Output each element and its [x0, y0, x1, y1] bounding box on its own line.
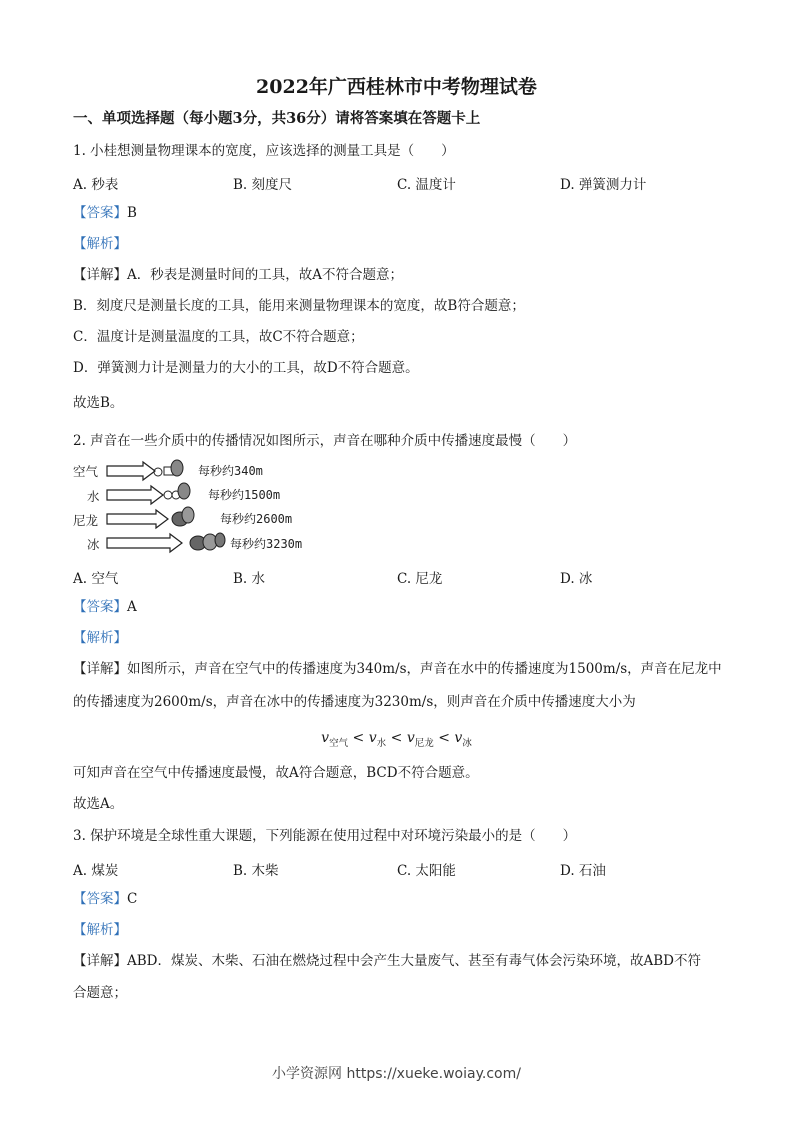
molecules-water-icon: [164, 483, 190, 499]
q3-option-c: C. 太阳能: [397, 863, 456, 879]
answer-tag: 【答案】: [73, 891, 127, 907]
q1-option-c: C. 温度计: [397, 177, 456, 193]
q2-analysis-tag: 【解析】: [73, 630, 127, 646]
molecules-nylon-icon: [172, 507, 194, 526]
formula-sub-water: 水: [376, 737, 387, 749]
medium-label-air: 空气: [73, 464, 99, 479]
sound-propagation-figure: [70, 457, 330, 557]
formula-sub-nylon: 尼龙: [414, 737, 434, 749]
detail-tag: 【详解】: [73, 661, 127, 677]
footer-watermark: 小学资源网 https://xueke.woiay.com/: [272, 1066, 521, 1082]
answer-value: C: [127, 891, 138, 907]
question-3-stem: 3. 保护环境是全球性重大课题，下列能源在使用过程中对环境污染最小的是（ ）: [73, 828, 577, 844]
speed-label-nylon: 每秒约2600m: [220, 512, 293, 526]
question-1-stem: 1. 小桂想测量物理课本的宽度，应该选择的测量工具是（ ）: [73, 143, 455, 159]
detail-text: ABD．煤炭、木柴、石油在燃烧过程中会产生大量废气、甚至有毒气体会污染环境，故ABD不符: [127, 953, 701, 969]
formula-sub-air: 空气: [329, 737, 349, 749]
q1-conclusion: 故选B。: [73, 395, 124, 411]
q1-detail-b: B．刻度尺是测量长度的工具，能用来测量物理课本的宽度，故B符合题意；: [73, 298, 525, 314]
q2-option-c: C. 尼龙: [397, 571, 443, 587]
medium-label-ice: 冰: [87, 537, 100, 552]
q2-option-d: D. 冰: [560, 571, 593, 587]
q3-detail-line-2: 合题意；: [73, 985, 127, 1001]
formula-lt: <: [352, 730, 365, 746]
q2-detail-line-3: 可知声音在空气中传播速度最慢，故A符合题意，BCD不符合题意。: [73, 765, 479, 781]
answer-value: B: [127, 205, 137, 221]
answer-tag: 【答案】: [73, 205, 127, 221]
q3-answer: [73, 890, 137, 908]
q1-option-b: B. 刻度尺: [233, 177, 293, 193]
formula-sub-ice: 冰: [462, 737, 472, 749]
arrow-ice: [107, 534, 182, 552]
detail-text: A．秒表是测量时间的工具，故A不符合题意；: [127, 267, 403, 283]
q2-answer: [73, 598, 137, 616]
q1-option-a: A. 秒表: [73, 177, 119, 193]
q3-option-b: B. 木柴: [233, 863, 279, 879]
formula-v: v: [454, 730, 463, 746]
section-heading: 一、单项选择题（每小题3分，共36分）请将答案填在答题卡上: [73, 110, 481, 127]
q3-option-d: D. 石油: [560, 863, 606, 879]
formula-v: v: [406, 730, 415, 746]
q1-detail-a: [73, 266, 403, 284]
q1-detail-d: D．弹簧测力计是测量力的大小的工具，故D不符合题意。: [73, 360, 419, 376]
medium-label-water: 水: [87, 489, 100, 504]
speed-comparison-formula: [0, 730, 793, 749]
answer-value: A: [127, 599, 137, 615]
q2-detail-line-1: [73, 660, 722, 678]
q1-detail-c: C．温度计是测量温度的工具，故C不符合题意；: [73, 329, 364, 345]
speed-label-water: 每秒约1500m: [208, 488, 281, 502]
formula-v: v: [368, 730, 377, 746]
q2-option-a: A. 空气: [73, 571, 119, 587]
arrow-air: [107, 462, 155, 480]
q2-option-b: B. 水: [233, 571, 266, 587]
document-title: 2022年广西桂林市中考物理试卷: [256, 76, 537, 98]
formula-v: v: [321, 730, 330, 746]
q2-detail-line-2: 的传播速度为2600m/s，声音在冰中的传播速度为3230m/s，则声音在介质中传播速度大小为: [73, 694, 636, 710]
q3-detail-line-1: [73, 952, 701, 970]
detail-tag: 【详解】: [73, 953, 127, 969]
molecules-air-icon: [154, 460, 183, 476]
q3-option-a: A. 煤炭: [73, 863, 119, 879]
arrow-nylon: [107, 510, 168, 528]
q3-analysis-tag: 【解析】: [73, 922, 127, 938]
q1-option-d: D. 弹簧测力计: [560, 177, 647, 193]
question-2-stem: 2. 声音在一些介质中的传播情况如图所示，声音在哪种介质中传播速度最慢（ ）: [73, 433, 577, 449]
detail-tag: 【详解】: [73, 267, 127, 283]
arrow-water: [107, 486, 163, 504]
formula-lt: <: [438, 730, 450, 746]
q1-answer: [73, 204, 137, 222]
formula-lt: <: [390, 730, 403, 746]
q1-analysis-tag: 【解析】: [73, 236, 127, 252]
speed-label-ice: 每秒约3230m: [230, 537, 303, 551]
q2-conclusion: 故选A。: [73, 796, 124, 812]
answer-tag: 【答案】: [73, 599, 127, 615]
medium-label-nylon: 尼龙: [73, 513, 99, 528]
speed-label-air: 每秒约340m: [198, 464, 263, 478]
molecules-ice-icon: [190, 533, 225, 550]
detail-text: 如图所示，声音在空气中的传播速度为340m/s，声音在水中的传播速度为1500m/s，声音在尼龙中: [127, 661, 722, 677]
